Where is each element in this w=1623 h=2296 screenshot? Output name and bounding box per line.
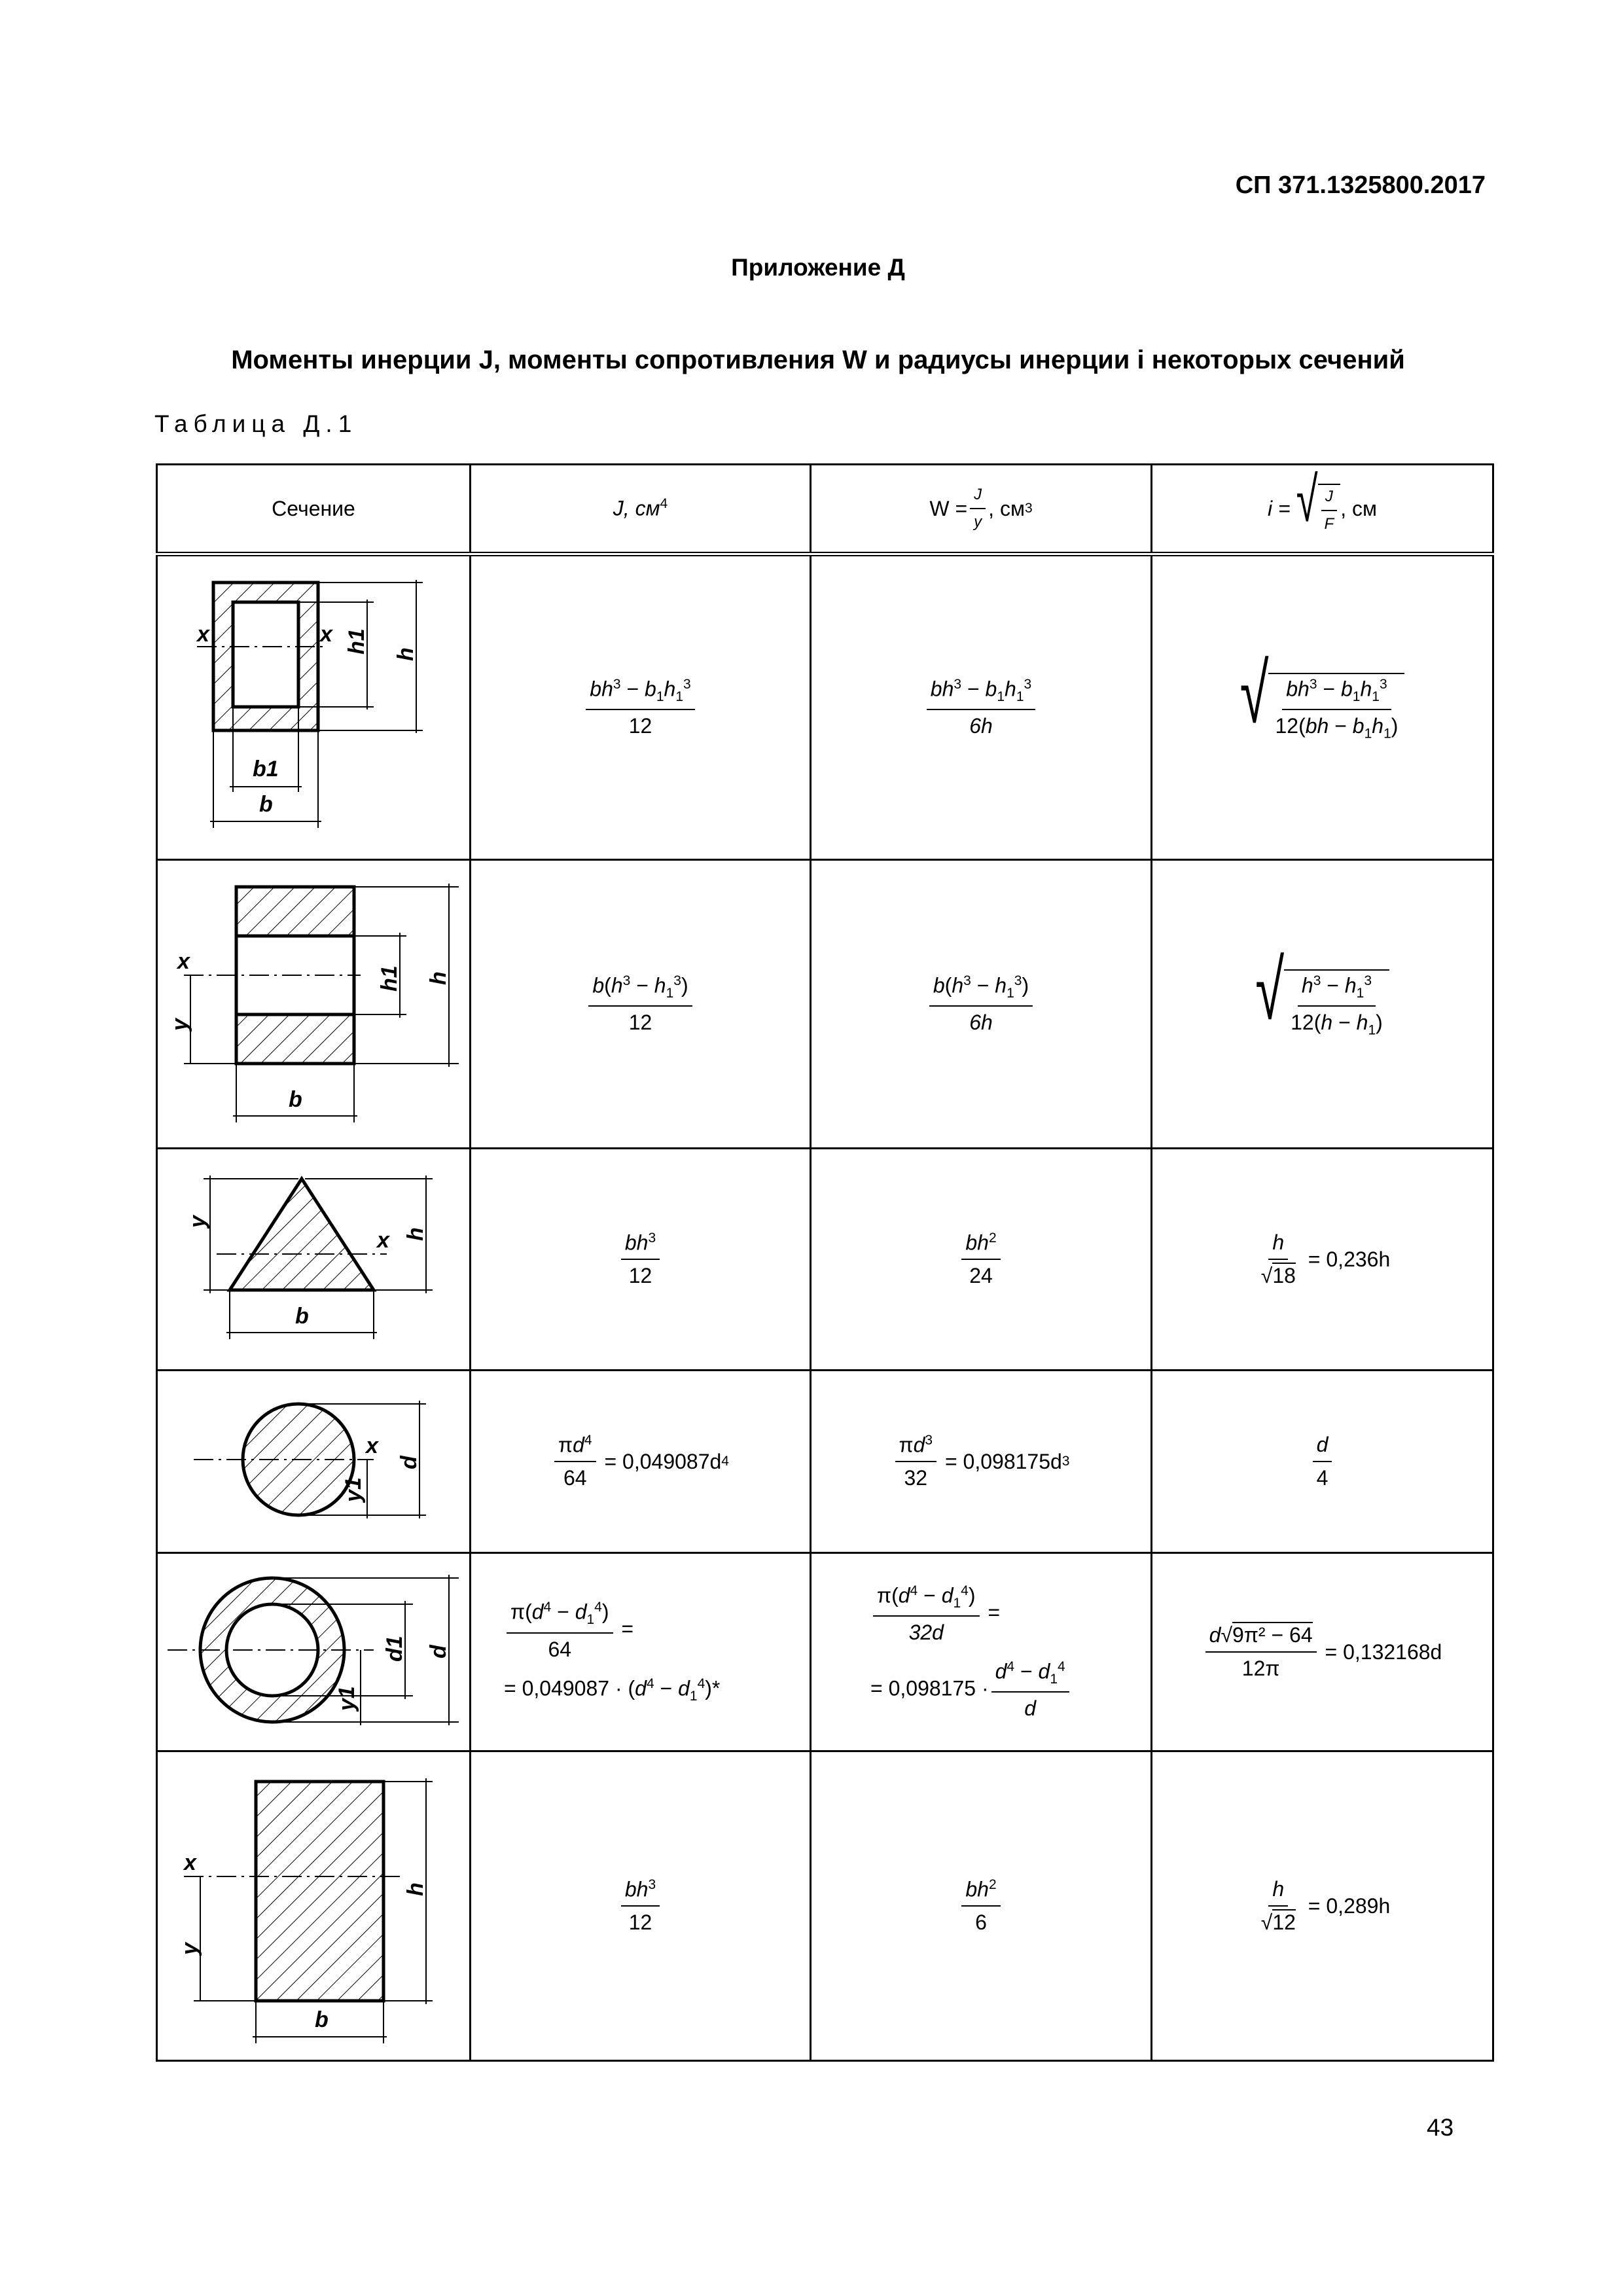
section-split-rectangle	[157, 860, 471, 1149]
dimension-y1-label: y1	[334, 1686, 359, 1711]
table-row	[157, 554, 1493, 860]
cell-i: $\frac{h}{√12}$ = 0,289h	[1152, 1751, 1493, 2061]
cell-J: $\frac{b(h^3 - h_1^3)}{12}$	[471, 860, 811, 1149]
hollow-rectangle-figure	[158, 556, 469, 859]
table-header-row	[157, 465, 1493, 554]
axis-x-label: x	[366, 1433, 378, 1458]
section-solid-rectangle	[157, 1751, 471, 2061]
header-section: Сечение	[157, 465, 471, 554]
table-row	[157, 1751, 1493, 2061]
cell-W: $\frac{\pi d^3}{32}$ = 0,098175d 3	[811, 1371, 1152, 1553]
cell-i: $\frac{\text{d√9π² − 64}}{12\pi}$ = 0,132168d	[1152, 1553, 1493, 1751]
cell-W: $\frac{b(h^3 - h_1^3)}{6h}$	[811, 860, 1152, 1149]
dimension-y1-label: y1	[341, 1477, 366, 1502]
dimension-b-label: b	[259, 792, 273, 817]
axis-x-label: x	[320, 622, 332, 647]
dimension-h-label: h	[403, 1882, 428, 1896]
circle-figure	[158, 1371, 469, 1552]
page-title: Моменты инерции J, моменты сопротивления W и радиусы инерции i некоторых сечений	[231, 346, 1405, 374]
dimension-b1-label: b1	[253, 757, 279, 781]
triangle-figure	[158, 1149, 469, 1369]
cell-W: $\frac{bh^2}{6}$	[811, 1751, 1152, 2061]
dimension-h1-label: h1	[377, 965, 402, 992]
dimension-b-label: b	[295, 1304, 309, 1329]
header-W: W = $\frac{J}{y}$ , см 3	[811, 465, 1152, 554]
appendix-heading: Приложение Д	[731, 254, 905, 281]
section-circle	[157, 1371, 471, 1553]
cell-J: $\frac{bh^3}{12}$	[471, 1751, 811, 2061]
table-row	[157, 860, 1493, 1149]
table-label: Таблица Д.1	[154, 410, 358, 437]
cell-J: $\frac{\pi d^4}{64}$ = 0,049087d 4	[471, 1371, 811, 1553]
cell-W: $\frac{bh^3 - b_1h_1^3}{6h}$	[811, 554, 1152, 860]
dimension-h1-label: h1	[344, 628, 369, 655]
axis-y-label: y	[177, 1943, 202, 1955]
document-code: СП 371.1325800.2017	[1235, 171, 1486, 199]
axis-x-label: x	[197, 622, 209, 647]
cell-i: √ $\frac{bh^3 - b_1h_1^3}{12(bh - b_1h_1)}$	[1152, 554, 1493, 860]
dimension-d1-label: d1	[382, 1636, 407, 1662]
axis-x-label: x	[177, 949, 190, 974]
header-i: i = √ $\frac{J}{F}$ , см	[1152, 465, 1493, 554]
annulus-figure	[158, 1554, 469, 1750]
table-row	[157, 1553, 1493, 1751]
cell-i: √ $\frac{h^3 - h_1^3}{12(h - h_1)}$	[1152, 860, 1493, 1149]
axis-y-label: y	[185, 1215, 210, 1228]
axis-x-label: x	[184, 1850, 196, 1875]
dimension-h-label: h	[403, 1227, 428, 1241]
cell-J: $\frac{\pi(d^4 - d_1^4)}{64}$ = = $0,049087 \cdot (d^4 - d_1^4)*$	[471, 1553, 811, 1751]
page-number: 43	[1427, 2114, 1454, 2141]
cell-J: $\frac{bh^3 - b_1h_1^3}{12}$	[471, 554, 811, 860]
dimension-h-label: h	[426, 971, 451, 985]
cell-W: $\frac{\pi(d^4 - d_1^4)}{32d}$ = = 0,098175 · $\frac{d^4 - d_1^4}{d}$	[811, 1553, 1152, 1751]
properties-table	[156, 463, 1494, 2062]
cell-i: $\frac{h}{√18}$ = 0,236h	[1152, 1149, 1493, 1371]
table-row	[157, 1371, 1493, 1553]
dimension-d-label: d	[397, 1456, 421, 1469]
split-rectangle-figure	[158, 861, 469, 1147]
cell-J: $\frac{bh^3}{12}$	[471, 1149, 811, 1371]
axis-y-label: y	[168, 1018, 192, 1031]
dimension-b-label: b	[315, 2007, 329, 2032]
table-row	[157, 1149, 1493, 1371]
cell-i: $\frac{d}{4}$	[1152, 1371, 1493, 1553]
section-triangle	[157, 1149, 471, 1371]
dimension-h-label: h	[393, 647, 418, 661]
section-hollow-rectangle	[157, 554, 471, 860]
axis-x-label: x	[377, 1228, 389, 1253]
section-annulus	[157, 1553, 471, 1751]
solid-rectangle-figure	[158, 1752, 469, 2060]
cell-W: $\frac{bh^2}{24}$	[811, 1149, 1152, 1371]
header-J: J, $см^4$	[471, 465, 811, 554]
dimension-b-label: b	[289, 1087, 302, 1112]
dimension-d-label: d	[426, 1645, 451, 1659]
